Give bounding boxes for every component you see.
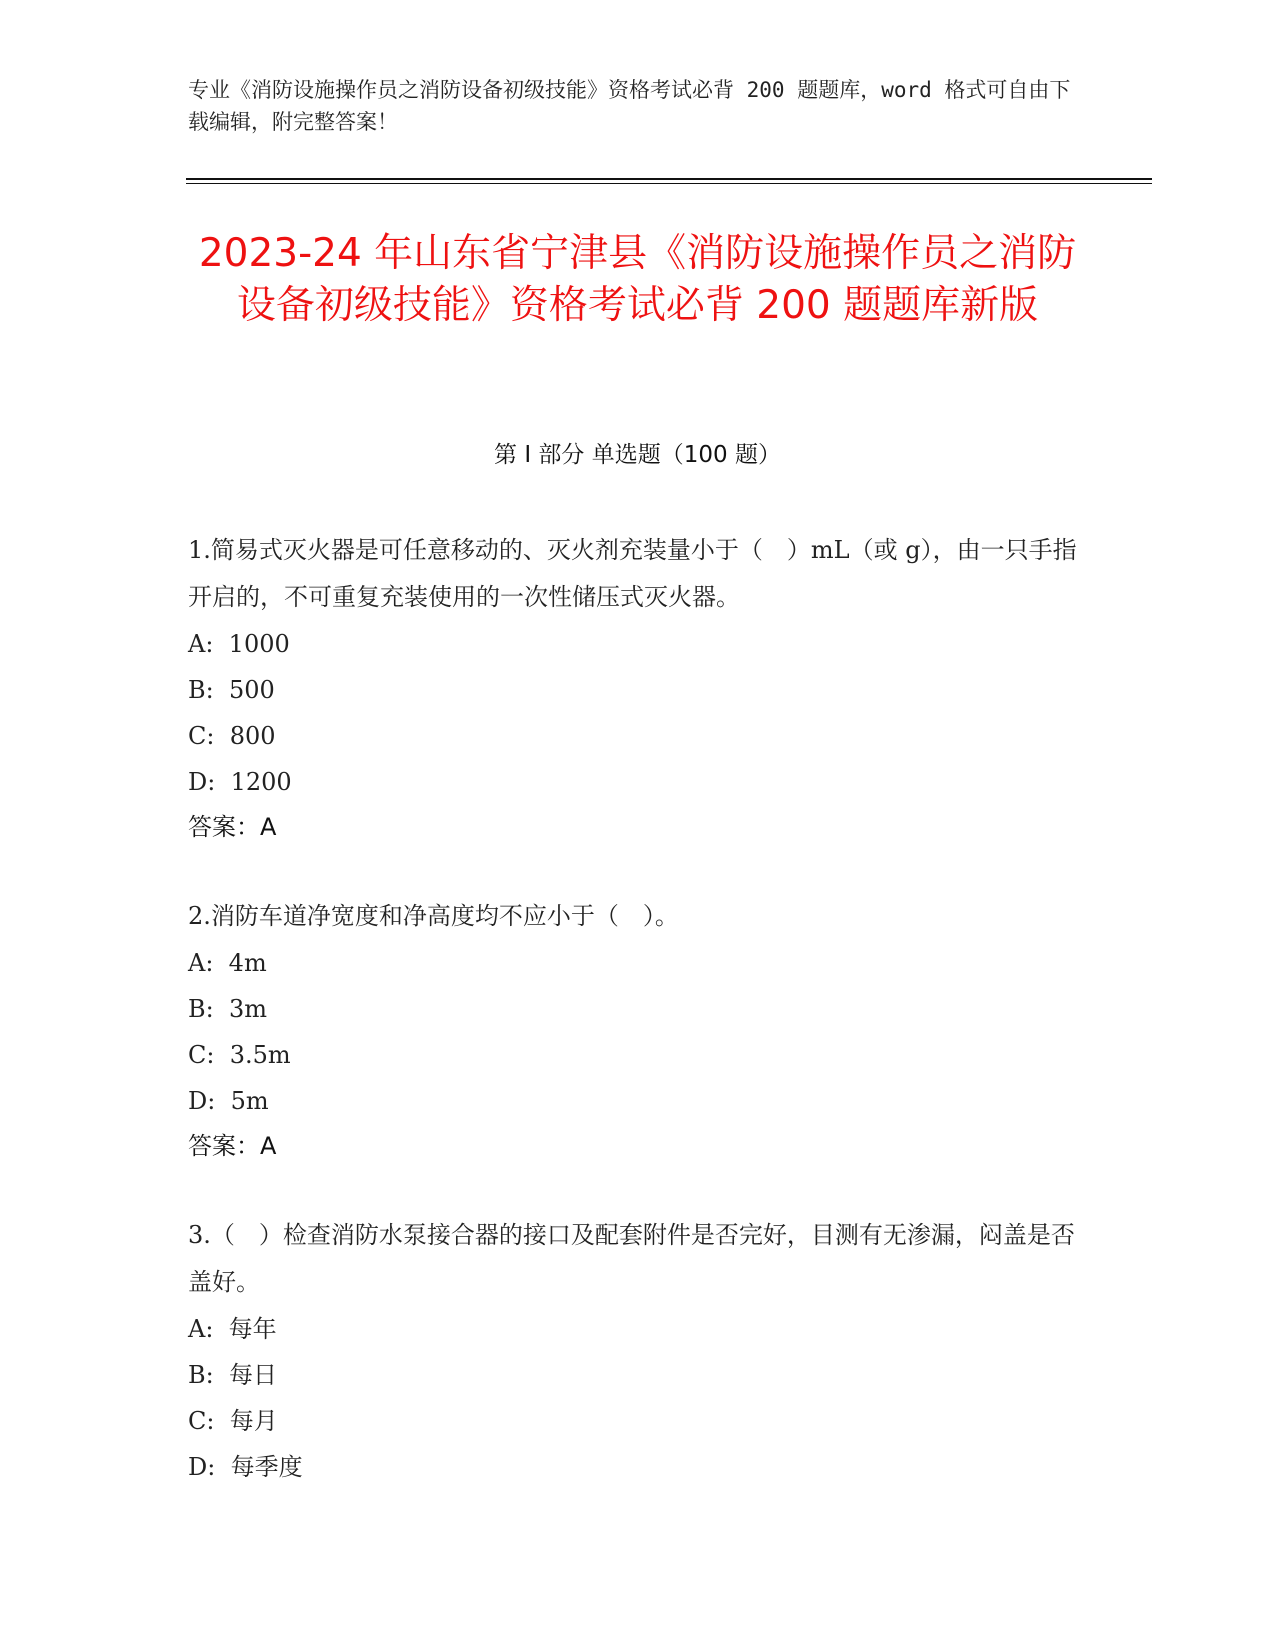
option-b: B: 500 [188,676,275,704]
option-a: A: 每年 [188,1315,277,1343]
option-c: C: 3.5m [188,1041,291,1069]
header-divider-thin [186,183,1152,184]
option-c: C: 每月 [188,1407,278,1435]
question-stem: 3.（ ）检查消防水泵接合器的接口及配套附件是否完好，目测有无渗漏，闷盖是否盖好。 [188,1221,1075,1296]
option-b: B: 3m [188,995,268,1023]
option-b: B: 每日 [188,1361,277,1389]
question-1 [188,527,1078,849]
question-3 [188,1212,1078,1490]
option-a: A: 4m [188,949,267,977]
question-stem: 2.消防车道净宽度和净高度均不应小于（ ）。 [188,902,679,930]
section-heading: 第 I 部分 单选题（100 题） [494,442,781,468]
option-d: D: 5m [188,1087,269,1115]
document-title: 2023-24 年山东省宁津县《消防设施操作员之消防设备初级技能》资格考试必背 200 题题库新版 [198,231,1077,328]
option-d: D: 每季度 [188,1453,303,1481]
answer: 答案：A [188,813,277,841]
option-c: C: 800 [188,722,276,750]
question-list [188,527,1078,1534]
option-d: D: 1200 [188,768,292,796]
option-a: A: 1000 [188,630,290,658]
question-stem: 1.简易式灭火器是可任意移动的、灭火剂充装量小于（ ）mL（或 g），由一只手指开启的，不可重复充装使用的一次性储压式灭火器。 [188,536,1077,611]
question-2 [188,893,1078,1168]
answer: 答案：A [188,1132,277,1160]
header-divider-thick [186,178,1152,180]
header-note: 专业《消防设施操作员之消防设备初级技能》资格考试必背 200 题题库，word 格式可自由下载编辑，附完整答案！ [188,78,1071,134]
